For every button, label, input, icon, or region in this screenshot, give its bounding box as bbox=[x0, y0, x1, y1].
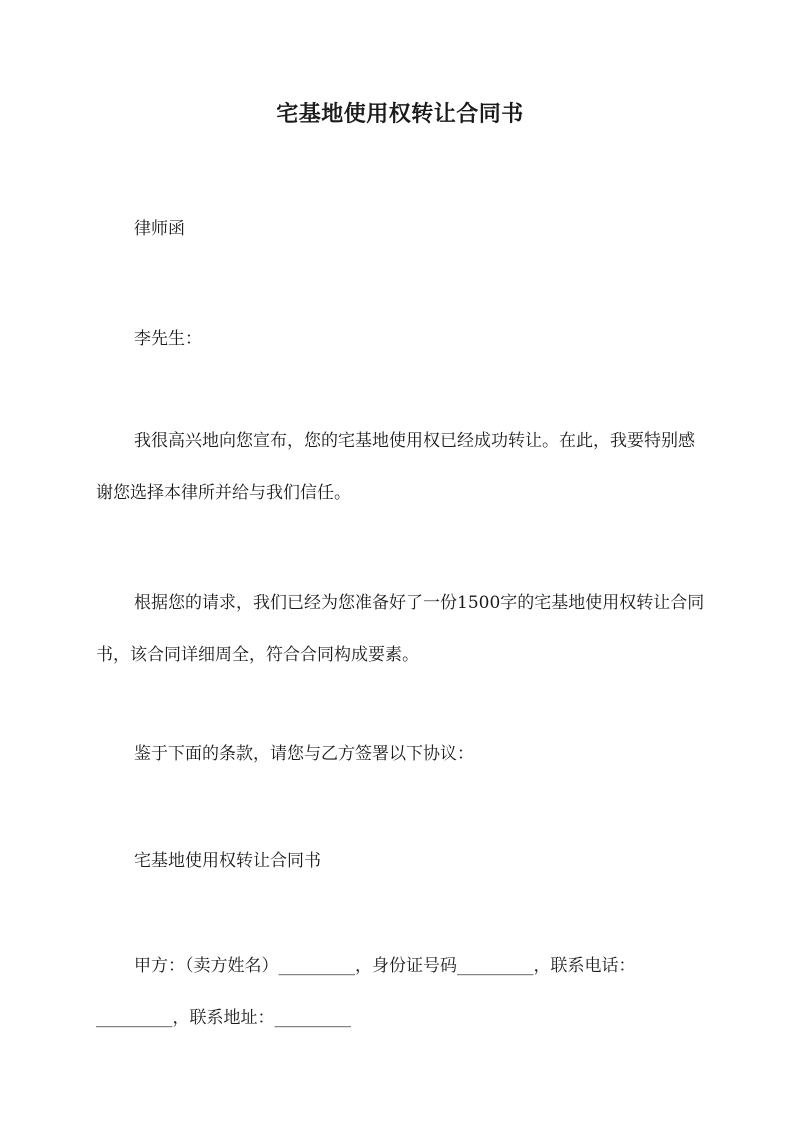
salutation: 李先生： bbox=[134, 329, 202, 349]
party-a-paragraph: 甲方：（卖方姓名）_________，身份证号码_________，联系电话：_________，联系地址：_________ bbox=[96, 956, 636, 1028]
letter-heading: 律师函 bbox=[134, 219, 185, 239]
document-title: 宅基地使用权转让合同书 bbox=[276, 101, 524, 127]
terms-intro-paragraph: 鉴于下面的条款，请您与乙方签署以下协议： bbox=[134, 744, 474, 764]
contract-subtitle: 宅基地使用权转让合同书 bbox=[134, 851, 321, 871]
request-paragraph: 根据您的请求，我们已经为您准备好了一份1500字的宅基地使用权转让合同书，该合同详细周全，符合合同构成要素。 bbox=[96, 593, 705, 665]
announcement-paragraph: 我很高兴地向您宣布，您的宅基地使用权已经成功转让。在此，我要特别感谢您选择本律所并给与我们信任。 bbox=[96, 431, 695, 503]
